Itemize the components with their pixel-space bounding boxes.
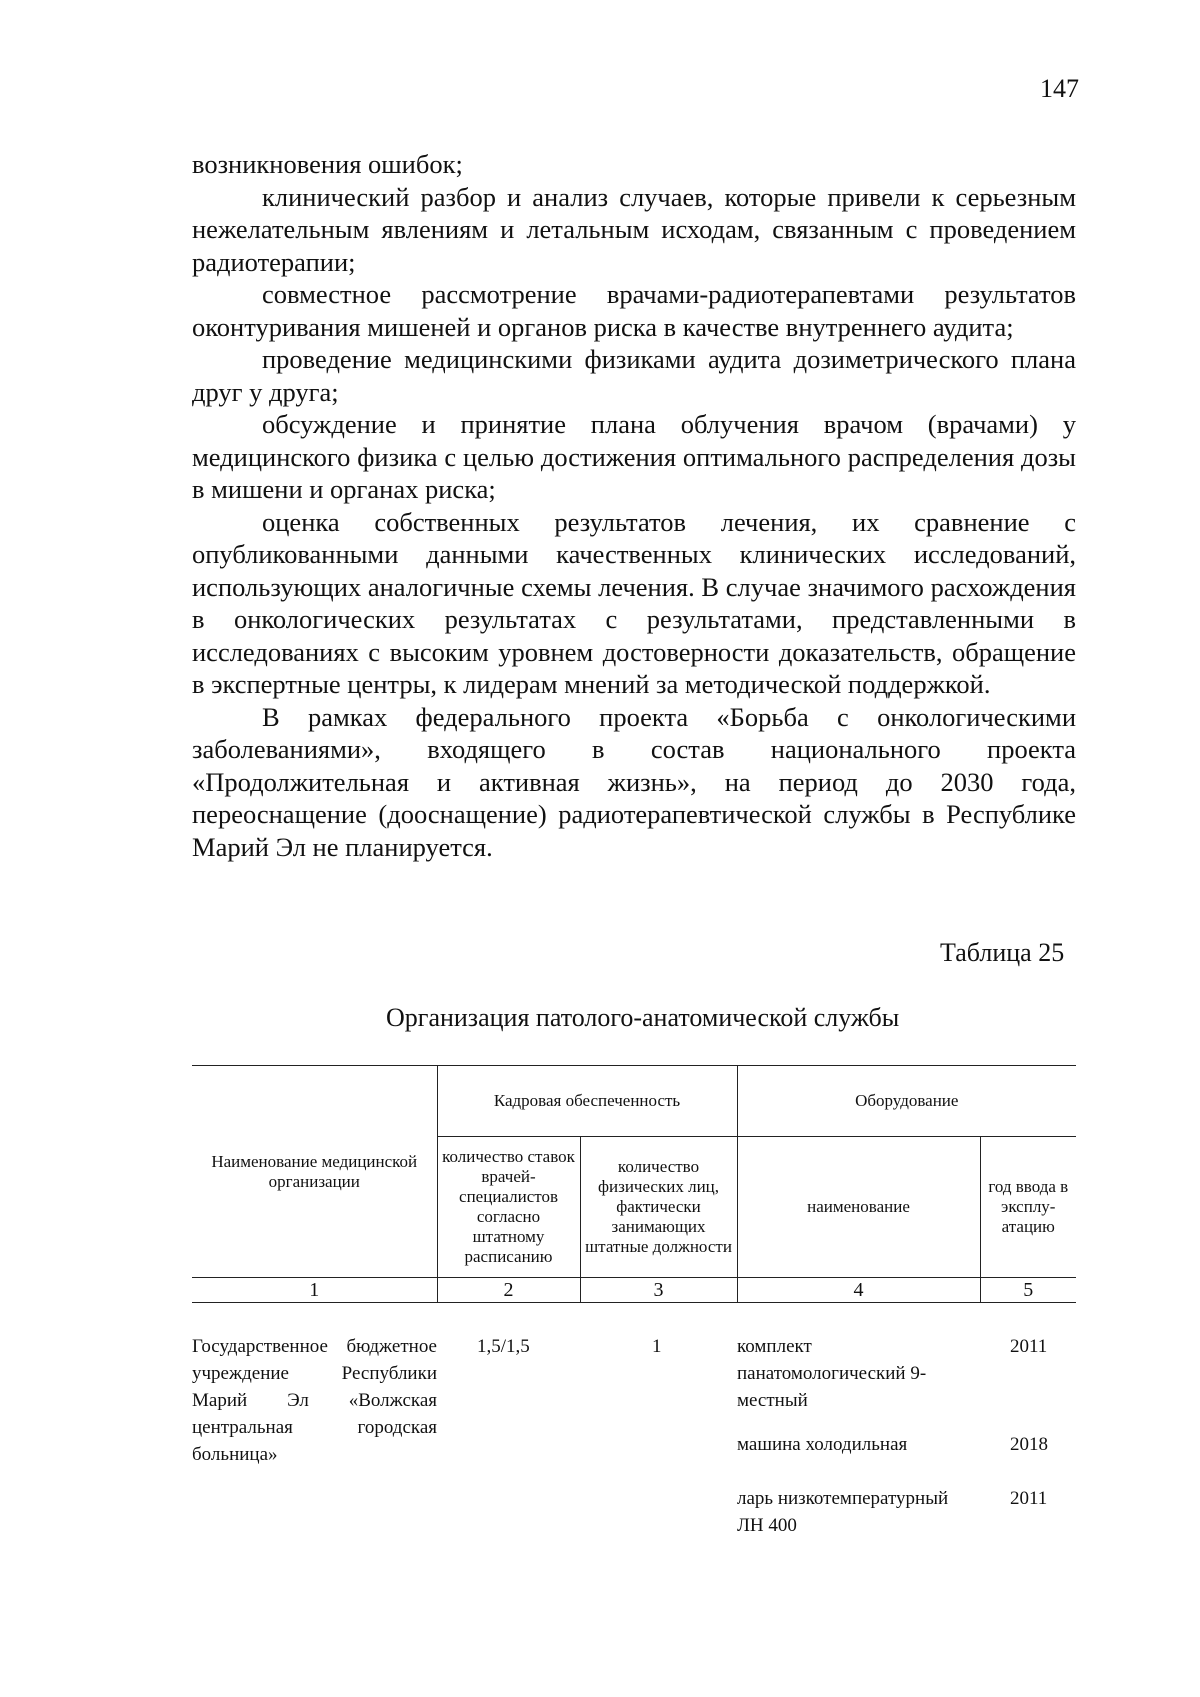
equipment-name: ларь низкотемпературный ЛН 400	[737, 1488, 949, 1536]
staff-positions-value: 1,5/1,5	[477, 1336, 530, 1357]
org-name: Государственное бюджетное учреждение Республики Марий Эл «Волжская центральная городская больница»	[192, 1336, 437, 1465]
header-equipment-name: наименование	[737, 1137, 980, 1278]
column-number: 2	[437, 1278, 580, 1303]
paragraph: оценка собственных результатов лечения, их сравнение с опубликованными данными качественных клинических исследований, использующих аналогичные схемы лечения. В случае значимого расхождения в онкологических результатах с результатами, представленными в исследованиях с высоким уровнем достоверности доказательств, обращение в экспертные центры, к лидерам мнений за методической поддержкой.	[192, 506, 1076, 699]
page-number: 147	[1040, 74, 1079, 103]
body-text	[192, 148, 1076, 863]
table-header	[192, 1065, 1076, 1303]
header-staff-positions: количество ставок врачей-специалистов согласно штатному расписанию	[437, 1137, 580, 1278]
table-title: Организация патолого-анатомической службы	[386, 1003, 900, 1032]
paragraph: клинический разбор и анализ случаев, которые привели к серьезным нежелательным явлениям и летальным исходам, связанным с проведением радиотерапии;	[192, 181, 1076, 277]
paragraph: обсуждение и принятие плана облучения врачом (врачами) у медицинского физика с целью достижения оптимального распределения дозы в мишени и органах риска;	[192, 409, 1076, 504]
column-number: 4	[737, 1278, 980, 1303]
header-equipment-year: год ввода в эксплу-атацию	[980, 1137, 1076, 1278]
header-staffing-group: Кадровая обеспеченность	[437, 1066, 737, 1137]
equipment-year: 2018	[1010, 1434, 1048, 1455]
column-number: 5	[980, 1278, 1076, 1303]
table-header-grid	[192, 1065, 1076, 1303]
header-org: Наименование медицинской организации	[192, 1066, 437, 1278]
equipment-year: 2011	[1010, 1488, 1048, 1509]
paragraph: возникновения ошибок;	[192, 149, 463, 179]
equipment-name: машина холодильная	[737, 1434, 908, 1455]
physical-persons-value: 1	[652, 1336, 662, 1357]
paragraph: проведение медицинскими физиками аудита дозиметрического плана друг у друга;	[192, 344, 1076, 407]
column-number: 3	[580, 1278, 737, 1303]
header-equipment-group: Оборудование	[737, 1066, 1076, 1137]
paragraph: В рамках федерального проекта «Борьба с онкологическими заболеваниями», входящего в состав национального проекта «Продолжительная и активная жизнь», на период до 2030 года, переоснащение (дооснащение) радиотерапевтической службы в Республике Марий Эл не планируется.	[192, 701, 1076, 862]
paragraph: совместное рассмотрение врачами-радиотерапевтами результатов оконтуривания мишеней и органов риска в качестве внутреннего аудита;	[192, 279, 1076, 342]
header-physical-persons: количество физических лиц, фактически занимающих штатные должности	[580, 1137, 737, 1278]
column-number: 1	[192, 1278, 437, 1303]
equipment-year: 2011	[1010, 1336, 1048, 1357]
equipment-name: комплект панатомологический 9-местный	[737, 1336, 927, 1411]
table-label: Таблица 25	[940, 938, 1065, 967]
